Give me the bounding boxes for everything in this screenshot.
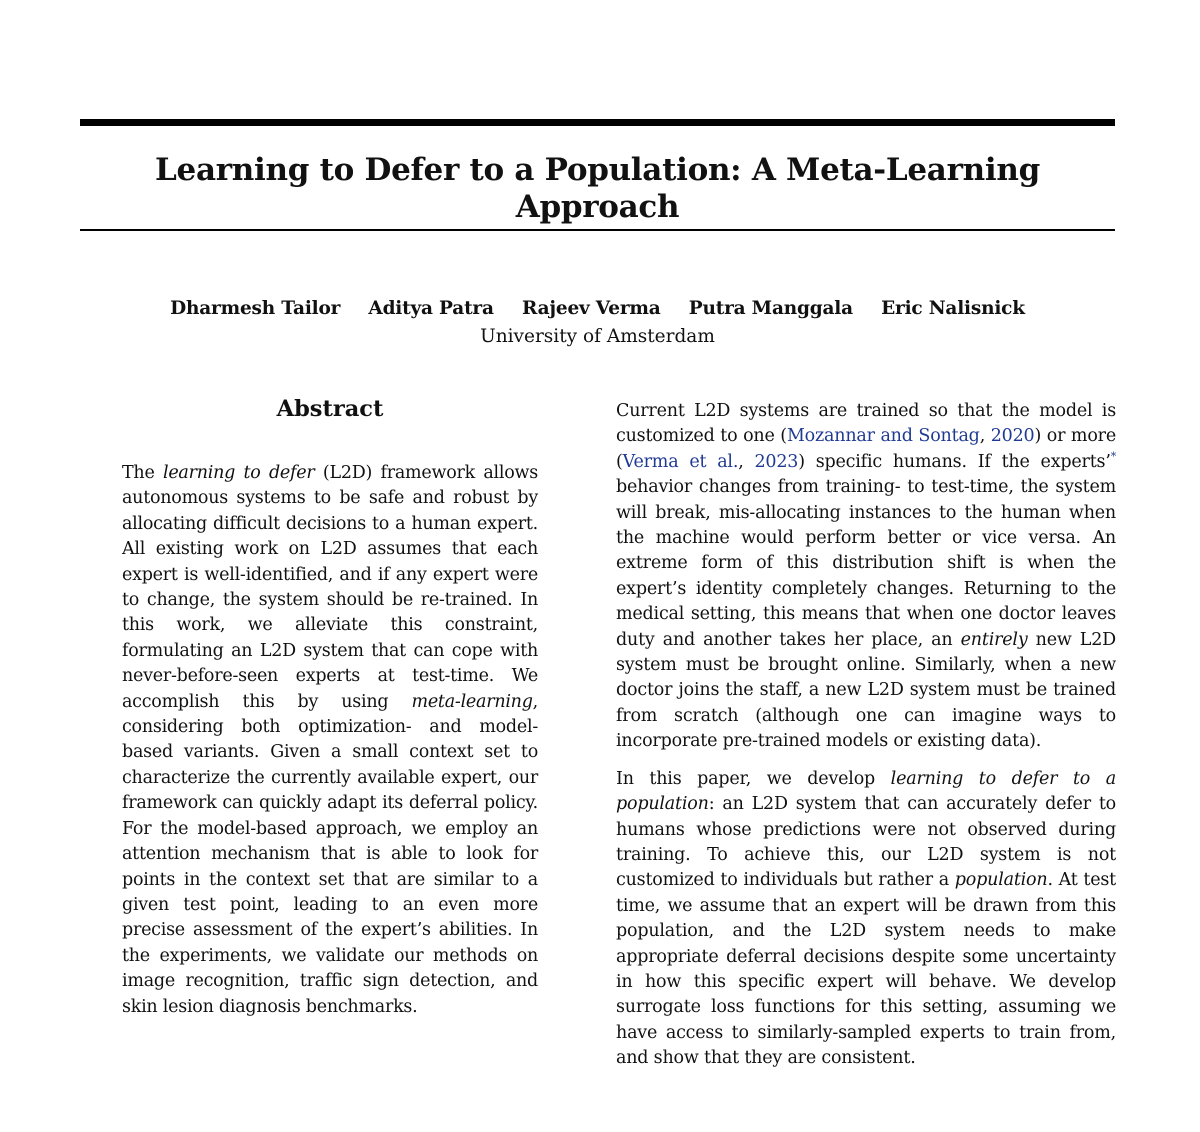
intro-text: In this paper, we develop (616, 768, 891, 789)
abstract-emphasis: meta-learning (411, 691, 533, 712)
intro-paragraph-1 (616, 399, 1116, 755)
footnote-marker[interactable]: * (1110, 449, 1116, 463)
affiliation: University of Amsterdam (480, 326, 715, 347)
abstract-text: , considering both optimization- and model-based variants. Given a small context set to characterize the currently available expert, our framework can quickly adapt its deferral policy. For the model-based approach, we employ an attention mechanism that is able to look for points in the context set that are similar to a given test point, leading to an even more precise assessment of the expert’s abilities. In the experiments, we validate our methods on image recognition, traffic sign detection, and skin lesion diagnosis benchmarks. (122, 691, 538, 1017)
citation-link[interactable]: Mozannar and Sontag, 2020 (786, 426, 1035, 447)
intro-emphasis: entirely (960, 629, 1028, 650)
intro-paragraph-2 (616, 767, 1116, 1072)
intro-text: ) or more ( (616, 426, 1116, 472)
author-name: Putra Manggala (688, 298, 853, 319)
abstract-text: (L2D) framework allows autonomous systems to be safe and robust by allocating difficult decisions to a human expert. All existing work on L2D assumes that each expert is well-identified, and if any expert were to change, the system should be re-trained. In this work, we alleviate this constraint, formulating an L2D system that can cope with never-before-seen experts at test-time. We accomplish this by using (122, 463, 538, 712)
abstract-text: The (122, 463, 163, 483)
intro-text: ) specific humans. If the experts’ (798, 451, 1111, 472)
intro-text: . At test time, we assume that an expert will be drawn from this population, and the L2D system needs to make appropriate deferral decisions despite some uncertainty in how this specific expert will behave. We develop surrogate loss functions for this setting, assuming we have access to similarly-sampled experts to train from, and show that they are consistent. (616, 870, 1117, 1069)
intro-text: Current L2D systems are trained so that the model is customized to one ( (616, 401, 1116, 447)
intro-text: : an L2D system that can accurately defer to humans whose predictions were not observed during training. To achieve this, our L2D system is not customized to individuals but rather a (616, 794, 1116, 891)
abstract-paragraph (122, 461, 538, 1020)
paper-title: Learning to Defer to a Population: A Meta-Learning Approach (155, 152, 1040, 226)
intro-text: behavior changes from training- to test-time, the system will break, mis-allocating instances to the human when the machine would perform better or vice versa. An extreme form of this distribution shift is when the expert’s identity completely changes. Returning to the medical setting, this means that when one doctor leaves duty and another takes her place, an (616, 477, 1116, 650)
author-name: Dharmesh Tailor (170, 298, 341, 319)
author-name: Aditya Patra (368, 298, 494, 319)
introduction-column (616, 399, 1116, 1084)
author-name: Rajeev Verma (522, 298, 661, 319)
title-top-rule (80, 119, 1115, 126)
abstract-body (122, 461, 538, 1020)
author-name: Eric Nalisnick (881, 298, 1025, 319)
title-bottom-rule (80, 229, 1115, 231)
abstract-emphasis: learning to defer (162, 463, 315, 483)
intro-text: new L2D system must be brought online. Similarly, when a new doctor joins the staff, a new L2D system must be trained from scratch (although one can imagine ways to incorporate pre-trained models or existing data). (616, 629, 1116, 752)
author-list (80, 297, 1115, 321)
abstract-heading: Abstract (276, 396, 384, 422)
intro-emphasis: learning to defer to a population (616, 768, 1116, 815)
citation-link[interactable]: Verma et al., 2023 (622, 451, 799, 472)
intro-emphasis: population (954, 870, 1048, 891)
